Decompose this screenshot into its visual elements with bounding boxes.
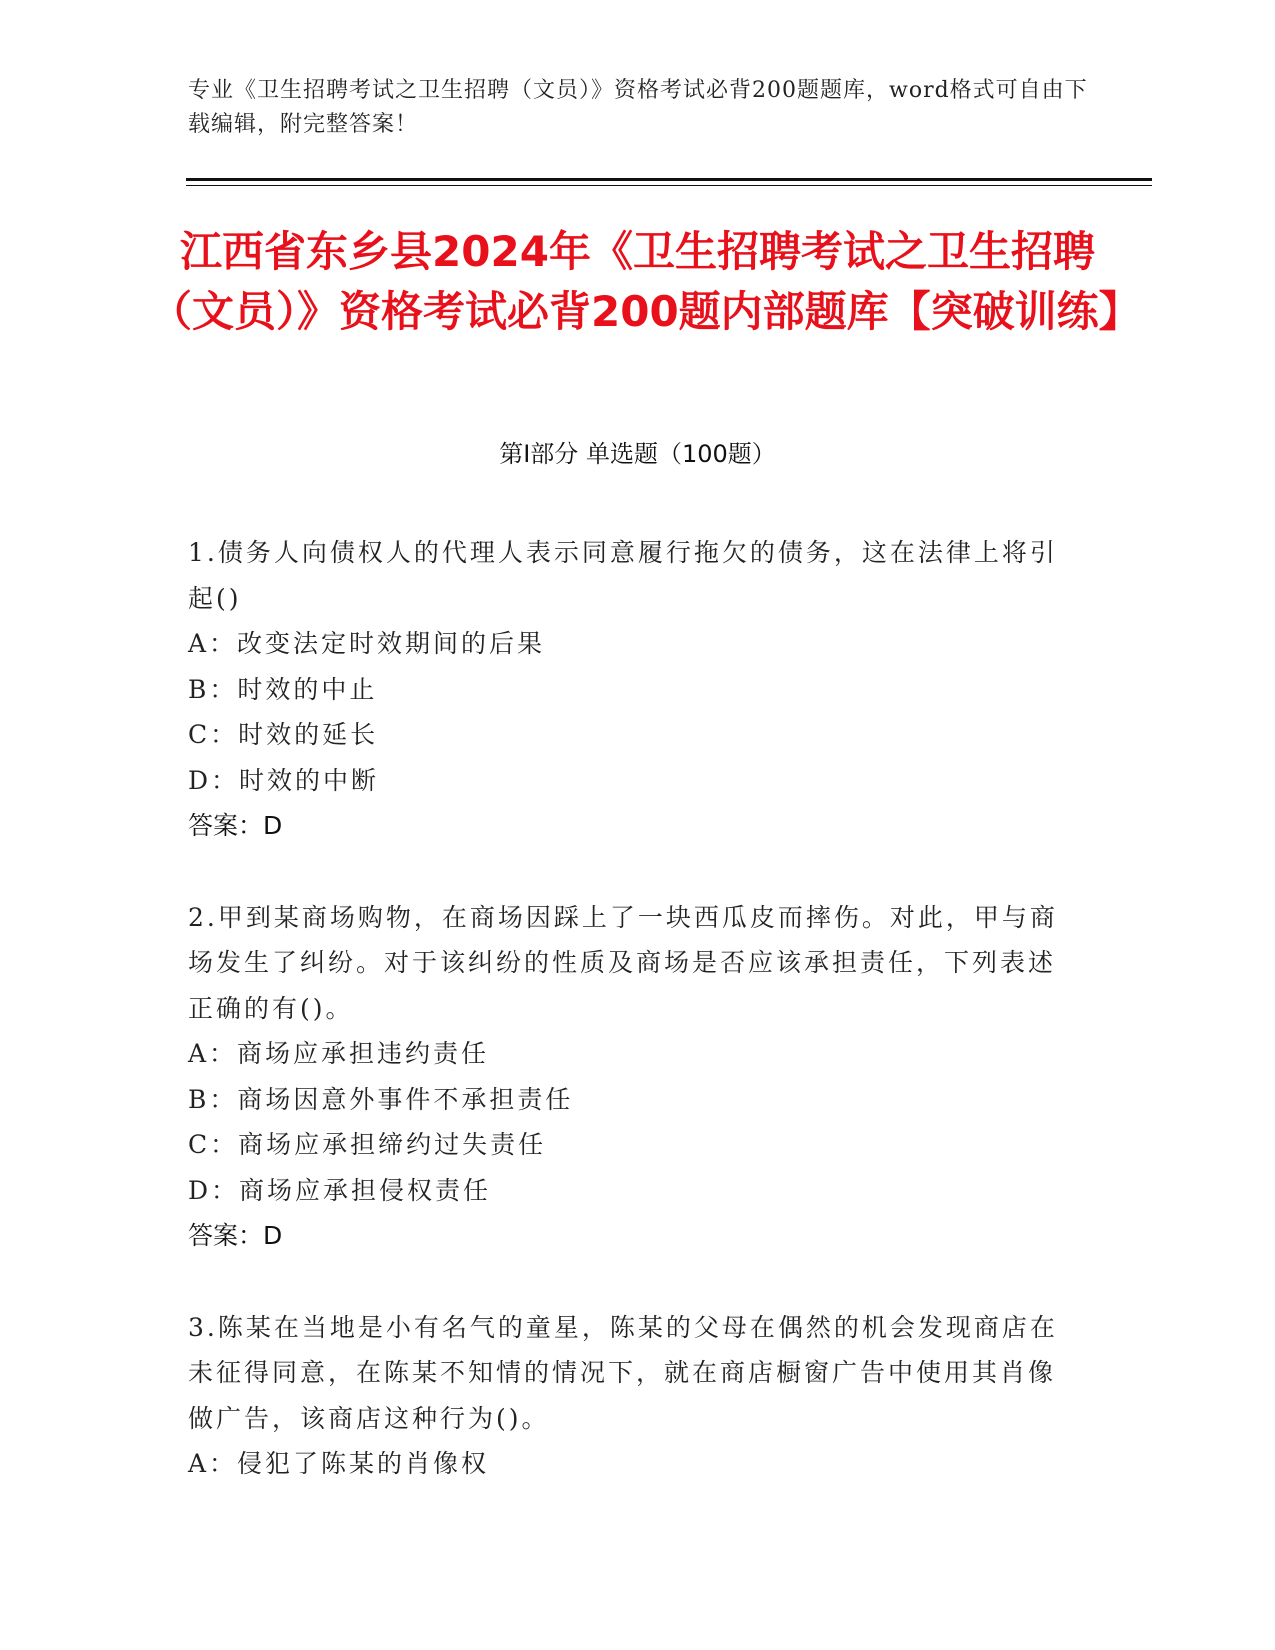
option-d: D：商场应承担侵权责任 [188,1175,492,1205]
option-b: B：时效的中止 [188,674,378,704]
question-list [188,530,1068,1533]
option-c: C：时效的延长 [188,720,379,749]
option-b: B：商场因意外事件不承担责任 [188,1084,574,1114]
header-rule-thin [186,185,1152,186]
question-3 [188,1305,1068,1487]
document-title: 江西省东乡县2024年《卫生招聘考试之卫生招聘（文员）》资格考试必背200题内部题库【突破训练】 [150,227,1141,336]
option-c: C：商场应承担缔约过失责任 [188,1130,547,1159]
section-heading: 第I部分 单选题（100题） [499,440,776,468]
option-a: A：侵犯了陈某的肖像权 [188,1449,490,1478]
question-1 [188,530,1068,849]
header-rule-thick [186,178,1152,181]
header-note: 专业《卫生招聘考试之卫生招聘（文员）》资格考试必背200题题库，word格式可自由下载编辑，附完整答案！ [188,78,1088,137]
option-a: A：改变法定时效期间的后果 [188,629,546,658]
answer: 答案：D [188,1221,283,1250]
option-d: D：时效的中断 [188,765,380,795]
option-a: A：商场应承担违约责任 [188,1039,490,1068]
question-stem: 2.甲到某商场购物，在商场因踩上了一块西瓜皮而摔伤。对此，甲与商场发生了纠纷。对于该纠纷的性质及商场是否应该承担责任，下列表述正确的有()。 [188,902,1058,1023]
question-stem: 3.陈某在当地是小有名气的童星，陈某的父母在偶然的机会发现商店在未征得同意，在陈某不知情的情况下，就在商店橱窗广告中使用其肖像做广告，该商店这种行为()。 [188,1312,1058,1433]
answer: 答案：D [188,811,283,840]
question-2 [188,895,1068,1259]
question-stem: 1.债务人向债权人的代理人表示同意履行拖欠的债务，这在法律上将引起() [188,538,1058,613]
